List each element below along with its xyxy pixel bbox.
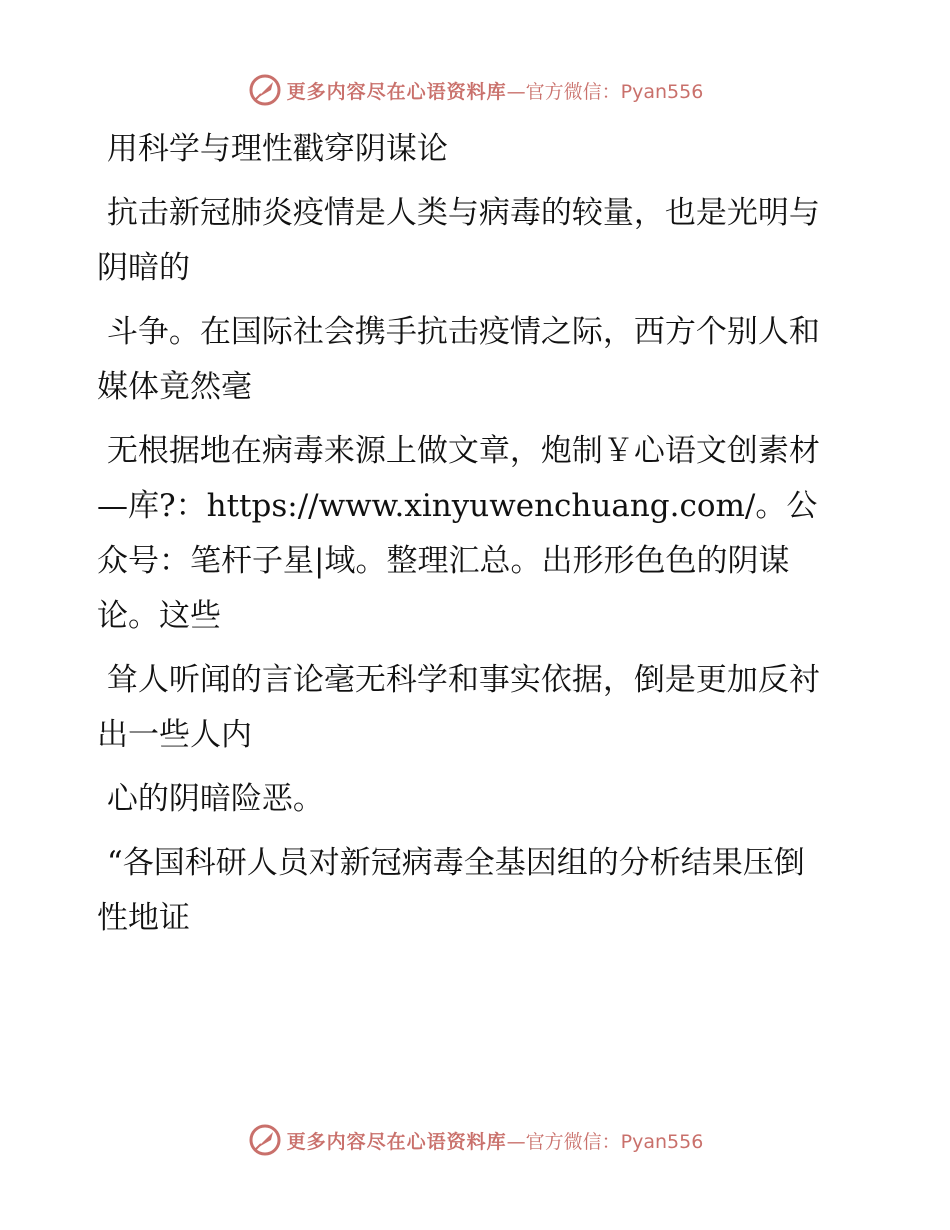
watermark-text: 更多内容尽在心语资料库 [286, 80, 507, 103]
footer-watermark-banner [0, 1120, 950, 1160]
paragraph: 心的阴暗险恶。 [97, 781, 324, 817]
paragraph: “各国科研人员对新冠病毒全基因组的分析结果压倒性地证 [97, 845, 805, 936]
quill-logo-icon [247, 72, 283, 108]
paragraph: 抗击新冠肺炎疫情是人类与病毒的较量，也是光明与阴暗的 [97, 195, 820, 286]
quill-logo-icon [247, 1122, 283, 1158]
paragraph: 斗争。在国际社会携手抗击疫情之际，西方个别人和媒体竟然毫 [97, 314, 820, 405]
watermark-contact: —官方微信：Pyan556 [506, 80, 704, 103]
watermark-contact: —官方微信：Pyan556 [506, 1130, 704, 1153]
paragraph: 无根据地在病毒来源上做文章，炮制￥心语文创素材—库?：https://www.xinyuwenchuang.com/。公众号：笔杆子星|域。整理汇总。出形形色色的阴谋论。这些 [97, 433, 820, 634]
document-title: 用科学与理性戳穿阴谋论 [97, 131, 448, 167]
paragraph: 耸人听闻的言论毫无科学和事实依据，倒是更加反衬出一些人内 [97, 662, 820, 753]
document-body [97, 122, 832, 946]
watermark-text: 更多内容尽在心语资料库 [286, 1130, 507, 1153]
header-watermark-banner [0, 70, 950, 110]
